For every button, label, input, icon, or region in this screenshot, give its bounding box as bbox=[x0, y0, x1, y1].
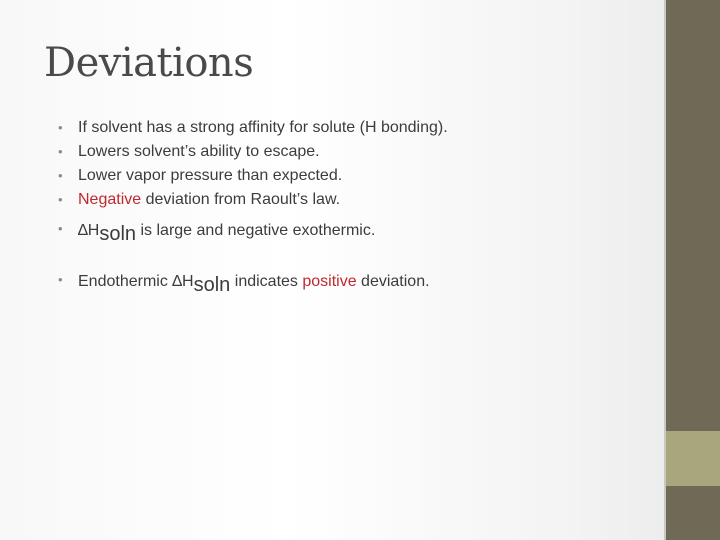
bullet-item bbox=[58, 188, 658, 212]
delta-h-symbol: ∆H bbox=[172, 273, 194, 290]
delta-h-symbol: ∆H bbox=[78, 222, 100, 239]
bullet-text: Lowers solvent’s ability to escape. bbox=[78, 143, 320, 160]
bullet-item bbox=[58, 268, 658, 296]
slide-title: Deviations bbox=[44, 40, 254, 86]
bullet-marker: • bbox=[58, 272, 63, 287]
bullet-item bbox=[58, 217, 658, 245]
bullet-marker: • bbox=[58, 120, 63, 135]
soln-subscript: soln bbox=[193, 274, 231, 296]
positive-highlight: positive bbox=[302, 273, 357, 290]
bullet-marker: • bbox=[58, 144, 63, 159]
bullet-marker: • bbox=[58, 168, 63, 183]
soln-subscript: soln bbox=[99, 223, 137, 245]
bullet-text: is large and negative exothermic. bbox=[136, 222, 376, 239]
bullet-text: deviation from Raoult’s law. bbox=[141, 191, 341, 208]
bullet-text: indicates bbox=[230, 273, 303, 290]
bullet-marker: • bbox=[58, 221, 63, 236]
bullet-item bbox=[58, 116, 658, 140]
bullet-list bbox=[58, 116, 658, 296]
bullet-item bbox=[58, 164, 658, 188]
negative-highlight: Negative bbox=[78, 191, 142, 208]
bullet-marker: • bbox=[58, 192, 63, 207]
sidebar-accent-block bbox=[666, 431, 720, 486]
bullet-item bbox=[58, 140, 658, 164]
bullet-text: deviation. bbox=[356, 273, 430, 290]
bullet-text: If solvent has a strong affinity for solute (H bonding). bbox=[78, 119, 448, 136]
bullet-text: Lower vapor pressure than expected. bbox=[78, 167, 343, 184]
bullet-text: Endothermic bbox=[78, 273, 173, 290]
